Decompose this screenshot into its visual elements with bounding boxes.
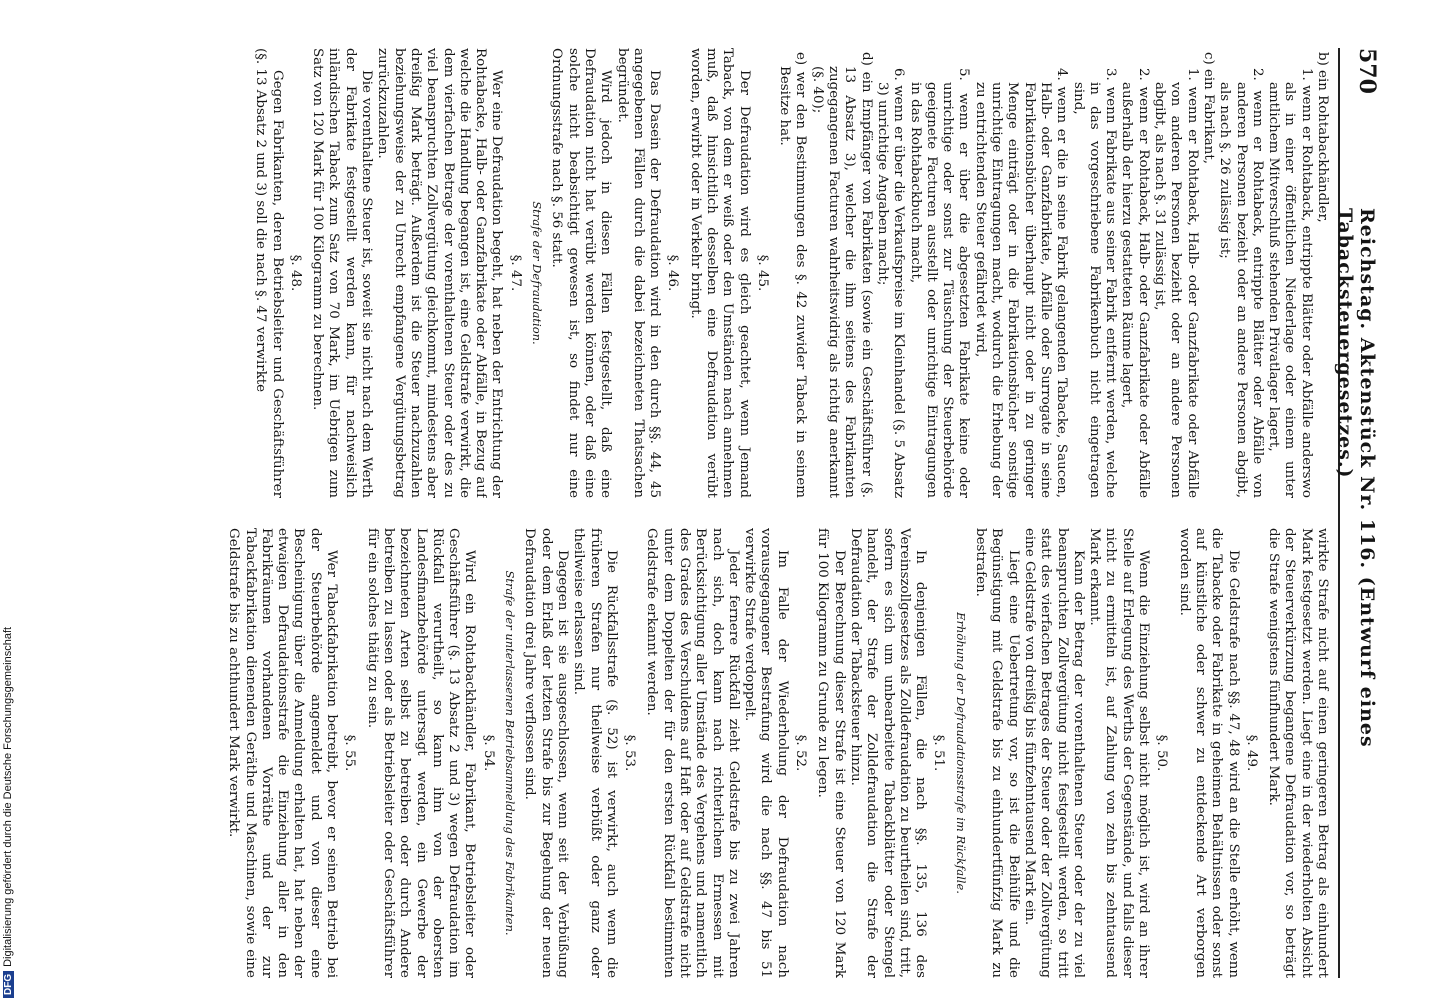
credit-text: Digitalisierung gefördert durch die Deutsche Forschungsgemeinschaft [2,626,14,967]
left-column [100,48,1330,498]
page-number: 570 [1354,48,1380,94]
page-title: Reichstag. Aktenstück Nr. 116. (Entwurf eines Tabacksteuergesetzes.) [1334,208,1378,748]
paragraph: 1. wenn er Rohtaback, Halb- oder Ganzfabrikate oder Abfälle von anderen Personen bezieht oder an andere Personen abgibt, als nach §. 31 zulässig ist, [1152,68,1200,498]
rotated-page [90,48,1380,978]
right-column [100,528,1330,978]
paragraph: b) ein Rohtabackhändler, [1315,52,1330,223]
paragraph: Die Geldstrafe nach §§. 47, 48 wird an die Stelle erhöht, wenn die Tabacke oder Fabrikate in geheimen Behältnissen oder sonst auf künstliche oder schwer zu entdeckende Art verborgen worden sind. [1176,528,1241,978]
paragraph: 4. wenn er die in seine Fabrik gelangenden Tabacke, Saucen, Halb- oder Ganzfabrikate, Abfälle oder Surrogate in seine Fabrikationsbücher überhaupt nicht oder in zu geringer Menge einträgt oder in die Fabrikationsbücher sonstige unrichtige Eintragungen macht, wodurch die Erhebung der zu entrichtenden Steuer gefährdet wird, [972,68,1070,498]
paragraph: 1. wenn er Rohtaback, entrippte Blätter oder Abfälle anderswo als in einer öffentlichen Niederlage oder einem unter amtlichem Mitverschluß stehenden Privatlager lagert, [1266,68,1314,498]
paragraph: Der Berechnung dieser Strafe ist eine Steuer von 120 Mark für 100 Kilogramm zu Grunde zu legen. [815,528,847,978]
paragraph: Die Rückfallsstrafe (§. 52) ist verwirkt, auch wenn die früheren Strafen nur theilweise verbüßt oder ganz oder theilweise erlassen sind. [571,528,619,978]
paragraph: Gegen Fabrikanten, deren Betriebsleiter und Geschäftsführer (§. 13 Absatz 2 und 3) soll die nach §. 47 verwirkte [253,48,285,498]
digitization-credit [2,8,28,998]
paragraph: 2. wenn er Rohtaback, entrippte Blätter oder Abfälle von anderen Personen bezieht oder an andere Personen abgibt, als nach §. 26 zulässig ist; [1217,68,1265,498]
paragraph: Wenn die Einziehung selbst nicht möglich ist, wird an ihrer Stelle auf Erlegung des Werths der Gegenstände, und falls dieser nicht zu ermitteln ist, auf Zahlung von zehn bis zehntausend Mark erkannt. [1087,528,1152,978]
paragraph: 3. wenn Fabrikate aus seiner Fabrik entfernt werden, welche in das vorgeschriebene Fabrikenbuch nicht eingetragen sind, [1070,68,1119,498]
section-heading: §. 52. [793,734,809,772]
paragraph: Jeder fernere Rückfall zieht Geldstrafe bis zu zwei Jahren nach sich, doch kann nach richterlichem Ermessen mit Berücksichtigung aller Umstände des Vergehens und namentlich des Grades des Verschuldens auf Haft oder auf Geldstrafe nicht unter dem Doppelten der für den ersten Rückfall bestimmten Geldstrafe erkannt werden. [644,528,741,978]
paragraph: d) ein Empfänger von Fabrikaten (sowie ein Geschäftsführer (§. 13 Absatz 3), welcher die ihm seitens des Fabrikanten zugegangenen Facturen wahrheitswidrig als richtig anerkannt (§. 40); [809,52,874,498]
section-heading: §. 50. [1154,734,1170,772]
paragraph: c) ein Fabrikant, [1200,52,1216,165]
section-heading: §. 49. [1243,734,1259,772]
section-heading: §. 47. [507,254,523,292]
section-heading: §. 53. [622,734,638,772]
paragraph: wirkte Strafe nicht auf einen geringeren Betrag als einhundert Mark festgesetzt werden. Liegt eine in der wiederholten Absicht der Steuerverkürzung begangene Defraudation vor, so beträgt die Strafe wenigstens fünfhundert Mark. [1266,528,1330,978]
section-heading: §. 45. [754,254,770,292]
paragraph: Liegt eine Uebertretung vor, so ist die Beihülfe und die Begünstigung mit Geldstrafe bis zu einhundertfünfzig Mark zu bestrafen. [973,528,1021,978]
paragraph: Die vorenthaltene Steuer ist, soweit sie nicht nach dem Werth der Fabrikate festgestellt werden kann, für nachweislich inländischen Taback zum Satz von 70 Mark, im Uebrigen zum Satz von 120 Mark für 100 Kilogramm zu berechnen. [310,48,375,498]
section-heading: §. 51. [931,734,947,772]
paragraph: e) wer den Bestimmungen des §. 42 zuwider Taback in seinem Besitze hat. [777,52,809,498]
page-header [1334,48,1380,978]
paragraph: Im Falle der Wiederholung der Defraudation nach vorausgegangener Bestrafung wird die nach §§. 47 bis 51 verwirkte Strafe verdoppelt. [742,528,790,978]
paragraph: Wer Tabackfabrikation betreibt, bevor er seinen Betrieb bei der Steuerbehörde angemeldet und von dieser eine Bescheinigung über die Anmeldung erhalten hat, hat neben der etwaigen Defraudationsstrafe die Einziehung aller in den Fabrikräumen vorhandenen Vorräthe und der zur Tabackfabrikation dienenden Geräthe und Maschinen, sowie eine Geldstrafe bis zu achthundert Mark verwirkt. [226,528,340,978]
paragraph: 2. wenn er Rohtaback, Halb- oder Ganzfabrikate oder Abfälle außerhalb der hierzu gestatteten Räume lagert, [1119,68,1151,498]
paragraph: Kann der Betrag der vorenthaltenen Steuer oder der zu viel beanspruchten Zollvergütung nicht festgestellt werden, so tritt statt des vierfachen Betrages der Steuer oder der Zollvergütung eine Geldstrafe von dreißig bis fünfzehntausend Mark ein. [1021,528,1086,978]
section-heading: §. 55. [342,734,358,772]
paragraph: Wird ein Rohtabackhändler, Fabrikant, Betriebsleiter oder Geschäftsführer (§. 13 Absatz 2 und 3) wegen Defraudation im Rückfall verurtheilt, so kann ihm von der obersten Landesfinanzbehörde untersagt werden, ein Gewerbe der bezeichneten Arten selbst zu betreiben oder durch Andere betreiben zu lassen oder als Betriebsleiter oder Geschäftsführer für ein solches thätig zu sein. [364,528,478,978]
margin-heading: Strafe der unterlassenen Betriebsanmeldung des Fabrikanten. [503,570,518,936]
margin-heading: Strafe der Defraudation. [530,201,545,345]
dfg-logo: DFG [3,971,14,998]
paragraph: 6. wenn er über die Verkaufspreise im Kleinhandel (§. 5 Absatz 3) unrichtige Angaben macht; [874,68,907,498]
margin-heading: Erhöhung der Defraudationsstrafe im Rückfalle. [953,612,968,894]
section-heading: §. 48. [287,254,303,292]
paragraph: 5. wenn er über die abgesetzten Fabrikate keine oder unrichtige oder sonst zur Täuschung der Steuerbehörde geeignete Facturen ausstellt oder unrichtige Eintragungen in das Rohtabackbuch macht, [907,68,972,498]
section-heading: §. 46. [665,254,681,292]
paragraph: Dagegen ist sie ausgeschlossen, wenn seit der Verbüßung oder dem Erlaß der letzten Strafe bis zur Begehung der neuen Defraudation drei Jahre verflossen sind. [522,528,570,978]
paragraph: In denjenigen Fällen, die nach §§. 135, 136 des Vereinszollgesetzes als Zolldefraudation zu beurtheilen sind, tritt, sofern es sich um unbearbeitete Tabackblätter oder Stengel handelt, der Strafe der Zolldefraudation die Strafe der Defraudation der Tabacksteuer hinzu. [847,528,929,978]
paragraph: Der Defraudation wird es gleich geachtet, wenn Jemand Taback, von dem er weiß oder den Umständen nach annehmen muß, daß hinsichtlich desselben eine Defraudation verübt worden, erwirbt oder in Verkehr bringt. [687,48,752,498]
paragraph: Das Dasein der Defraudation wird in den durch §§. 44, 45 angegebenen Fällen durch die dabei bezeichneten Thatsachen begründet. [614,48,663,498]
paragraph: Wird jedoch in diesen Fällen festgestellt, daß eine Defraudation nicht hat verübt werden können, oder daß eine solche nicht beabsichtigt gewesen ist, so findet nur eine Ordnungsstrafe nach §. 56 statt. [549,48,614,498]
paragraph: Wer eine Defraudation begeht, hat neben der Entrichtung der Rohtabacke, Halb- oder Ganzfabrikate oder Abfälle, in Bezug auf welche die Handlung begangen ist, eine Geldstrafe verwirkt, die dem vierfachen Betrage der vorenthaltenen Steuer oder des zu viel beanspruchten Zollvergütung gleichkommt, mindestens aber dreißig Mark beträgt. Außerdem ist die Steuer nachzuzahlen beziehungsweise der zu Unrecht empfangene Vergütungsbetrag zurückzuzahlen. [375,48,505,498]
section-heading: §. 54. [480,734,496,772]
